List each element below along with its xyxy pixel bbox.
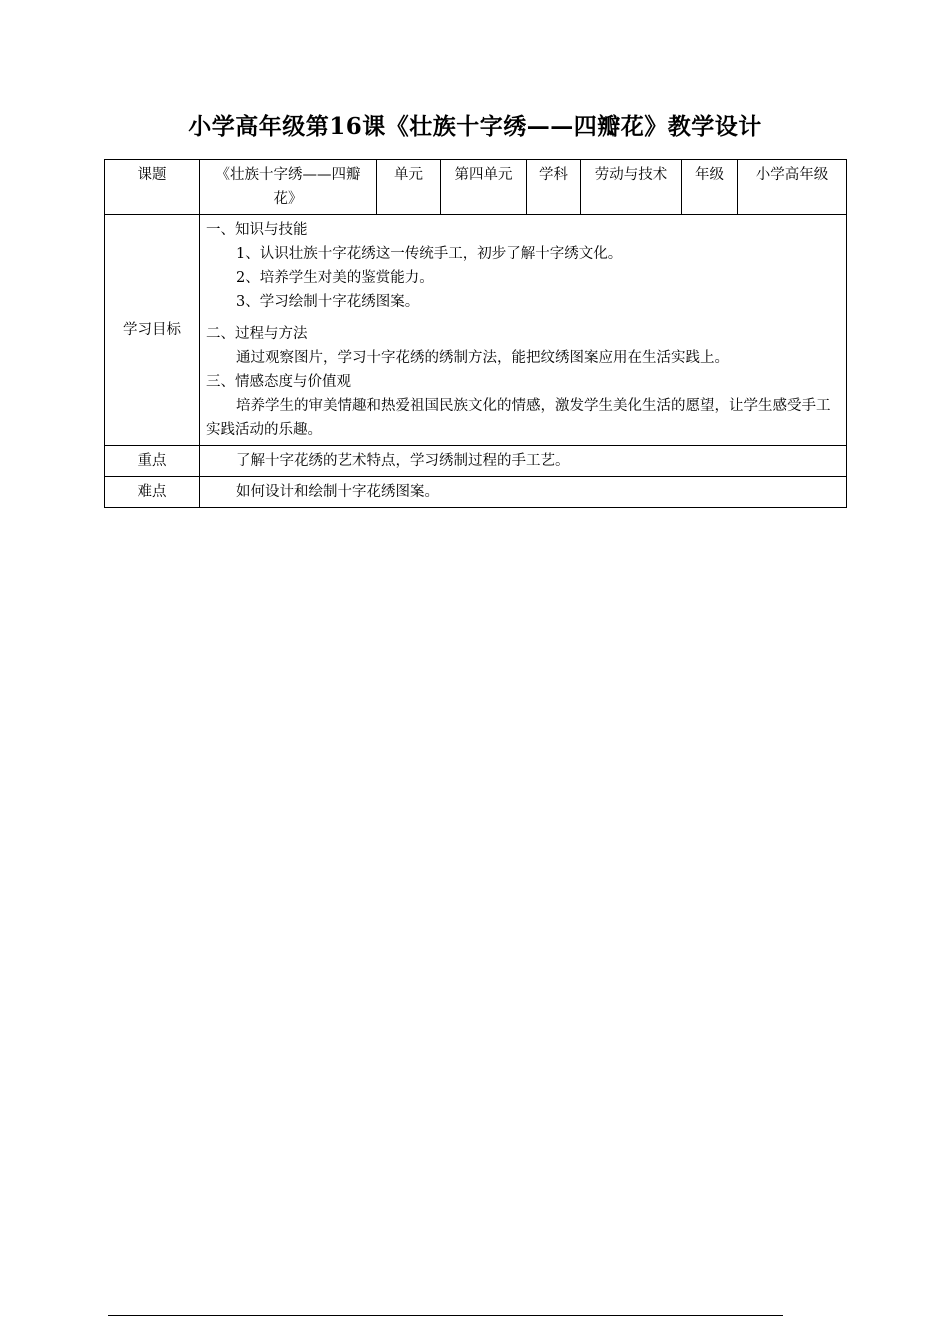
subject-label: 学科 [527,160,581,215]
section2-text: 通过观察图片，学习十字花绣的绣制方法，能把纹绣图案应用在生活实践上。 [236,350,729,366]
section1-item-3: 3、学习绘制十字花绣图案。 [236,294,420,310]
header-row [105,160,847,215]
unit-value: 第四单元 [441,160,527,215]
footer-divider [108,1315,783,1316]
section2-heading: 二、过程与方法 [206,326,308,342]
difficulty-text: 如何设计和绘制十字花绣图案。 [236,484,439,500]
unit-label: 单元 [377,160,441,215]
grade-value: 小学高年级 [738,160,847,215]
objectives-content [200,215,847,446]
lesson-plan-table [104,159,847,508]
section1-item-2: 2、培养学生对美的鉴赏能力。 [236,270,434,286]
difficulty-cell [200,477,847,508]
grade-label: 年级 [682,160,738,215]
section3-heading: 三、情感态度与价值观 [206,374,351,390]
key-point-label: 重点 [105,446,200,477]
topic-label: 课题 [105,160,200,215]
key-point-row [105,446,847,477]
section1-item-1: 1、认识壮族十字花绣这一传统手工，初步了解十字绣文化。 [236,246,623,262]
section1-heading: 一、知识与技能 [206,222,308,238]
objectives-label: 学习目标 [105,215,200,446]
document-title: 小学高年级第16课《壮族十字绣——四瓣花》教学设计 [188,113,762,140]
section3-text: 培养学生的审美情趣和热爱祖国民族文化的情感，激发学生美化生活的愿望，让学生感受手工实践活动的乐趣。 [206,398,831,438]
difficulty-row [105,477,847,508]
difficulty-label: 难点 [105,477,200,508]
subject-value: 劳动与技术 [581,160,682,215]
objectives-row [105,215,847,446]
key-point-text: 了解十字花绣的艺术特点，学习绣制过程的手工艺。 [236,453,570,469]
topic-value: 《壮族十字绣——四瓣花》 [200,160,377,215]
key-point-cell [200,446,847,477]
